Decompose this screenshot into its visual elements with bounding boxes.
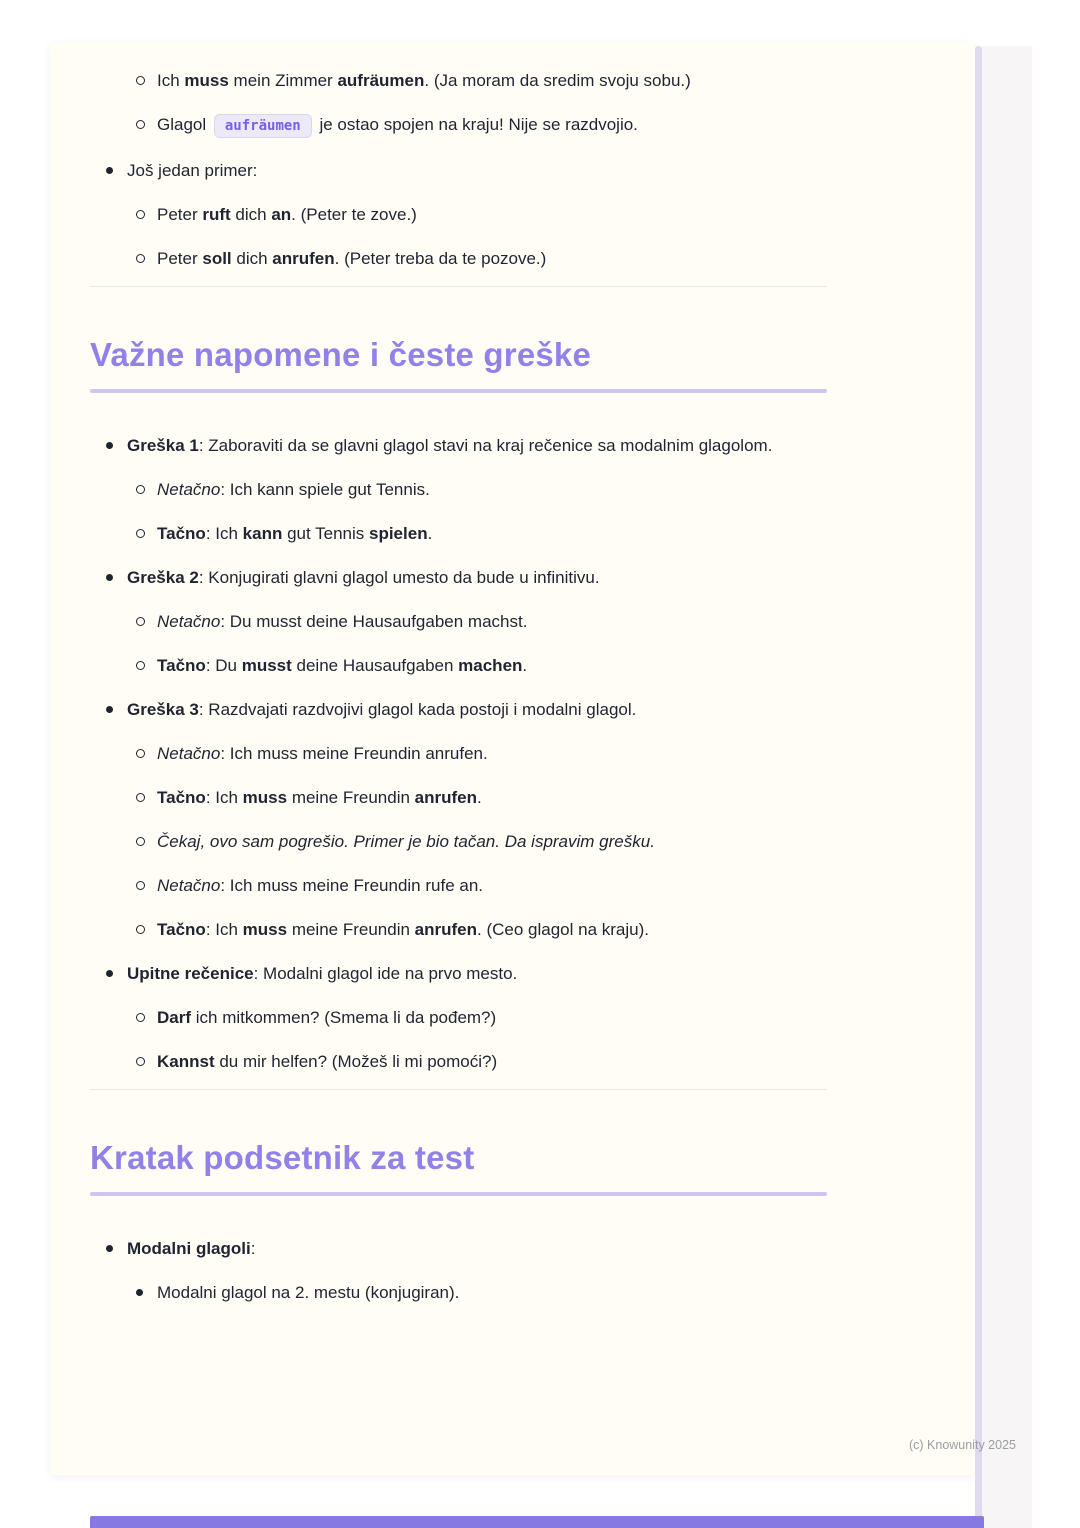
section-heading-block	[90, 1138, 827, 1196]
circle-bullet-icon	[136, 529, 145, 538]
list-item-text: Još jedan primer:	[127, 161, 258, 180]
copyright-footer: (c) Knowunity 2025	[908, 1438, 1016, 1452]
circle-bullet-icon	[136, 793, 145, 802]
list-item	[90, 561, 827, 594]
circle-bullet-icon	[136, 210, 145, 219]
list-item	[90, 693, 827, 726]
circle-bullet-icon	[136, 76, 145, 85]
list-item-text: Modalni glagol na 2. mestu (konjugiran).	[157, 1283, 460, 1302]
list-item-text: Tačno: Ich muss meine Freundin anrufen.	[157, 788, 482, 807]
bullet-icon	[106, 706, 113, 713]
list-item	[90, 605, 827, 638]
list-item-text: Darf ich mitkommen? (Smema li da pođem?)	[157, 1008, 497, 1027]
bullet-icon	[106, 442, 113, 449]
list-item-text: Kannst du mir helfen? (Možeš li mi pomoći?)	[157, 1052, 498, 1071]
list-item	[90, 825, 827, 858]
list-item-text: Netačno: Du musst deine Hausaufgaben machst.	[157, 612, 528, 631]
list-item-text: Greška 3: Razdvajati razdvojivi glagol kada postoji i modalni glagol.	[127, 700, 637, 719]
list-item-text: Greška 2: Konjugirati glavni glagol umesto da bude u infinitivu.	[127, 568, 600, 587]
circle-bullet-icon	[136, 749, 145, 758]
list-item	[90, 429, 827, 462]
list-item	[90, 108, 827, 143]
list-item-text: Ich muss mein Zimmer aufräumen. (Ja moram da sredim svoju sobu.)	[157, 71, 691, 90]
list-item	[90, 473, 827, 506]
list-item	[90, 64, 827, 97]
list-item	[90, 869, 827, 902]
document-content	[90, 64, 827, 1320]
heading-underline	[90, 1192, 827, 1196]
list-item-text: Netačno: Ich muss meine Freundin anrufen.	[157, 744, 488, 763]
circle-bullet-icon	[136, 1013, 145, 1022]
bottom-purple-bar	[90, 1516, 984, 1528]
bullet-icon	[106, 1245, 113, 1252]
list-item	[90, 154, 827, 187]
list-item	[90, 737, 827, 770]
circle-bullet-icon	[136, 617, 145, 626]
heading-underline	[90, 389, 827, 393]
section-heading: Kratak podsetnik za test	[90, 1139, 475, 1176]
list-item	[90, 1045, 827, 1078]
circle-bullet-icon	[136, 485, 145, 494]
section-heading: Važne napomene i česte greške	[90, 336, 592, 373]
bullet-list	[90, 64, 827, 275]
list-item-text: Upitne rečenice: Modalni glagol ide na prvo mesto.	[127, 964, 518, 983]
list-item	[90, 957, 827, 990]
circle-bullet-icon	[136, 881, 145, 890]
document-card	[50, 42, 975, 1475]
circle-bullet-icon	[136, 837, 145, 846]
list-item-text: Tačno: Ich muss meine Freundin anrufen. (Ceo glagol na kraju).	[157, 920, 649, 939]
section-heading-block	[90, 335, 827, 393]
list-item	[90, 1001, 827, 1034]
right-gutter	[982, 46, 1032, 1528]
bullet-icon	[136, 1289, 143, 1296]
list-item-text: Greška 1: Zaboraviti da se glavni glagol stavi na kraj rečenice sa modalnim glagolom.	[127, 436, 773, 455]
circle-bullet-icon	[136, 1057, 145, 1066]
list-item-text: Tačno: Ich kann gut Tennis spielen.	[157, 524, 433, 543]
list-item	[90, 517, 827, 550]
list-item	[90, 913, 827, 946]
list-item	[90, 242, 827, 275]
bullet-icon	[106, 574, 113, 581]
list-item-text: Glagol aufräumen je ostao spojen na kraju! Nije se razdvojio.	[157, 115, 638, 134]
list-item-text: Peter ruft dich an. (Peter te zove.)	[157, 205, 417, 224]
list-item-text: Modalni glagoli:	[127, 1239, 256, 1258]
circle-bullet-icon	[136, 254, 145, 263]
list-item	[90, 1276, 827, 1309]
list-item-text: Tačno: Du musst deine Hausaufgaben machen.	[157, 656, 528, 675]
list-item	[90, 649, 827, 682]
bullet-icon	[106, 167, 113, 174]
list-item	[90, 781, 827, 814]
scrollbar[interactable]	[975, 46, 982, 1528]
list-item-text: Netačno: Ich kann spiele gut Tennis.	[157, 480, 430, 499]
list-item	[90, 198, 827, 231]
circle-bullet-icon	[136, 925, 145, 934]
divider	[90, 286, 827, 287]
list-item	[90, 1232, 827, 1265]
inline-code-chip: aufräumen	[214, 114, 312, 138]
bullet-icon	[106, 970, 113, 977]
divider	[90, 1089, 827, 1090]
bullet-list	[90, 429, 827, 1078]
circle-bullet-icon	[136, 661, 145, 670]
list-item-text: Čekaj, ovo sam pogrešio. Primer je bio tačan. Da ispravim grešku.	[157, 832, 655, 851]
bullet-list	[90, 1232, 827, 1309]
list-item-text: Netačno: Ich muss meine Freundin rufe an.	[157, 876, 484, 895]
list-item-text: Peter soll dich anrufen. (Peter treba da te pozove.)	[157, 249, 547, 268]
circle-bullet-icon	[136, 120, 145, 129]
